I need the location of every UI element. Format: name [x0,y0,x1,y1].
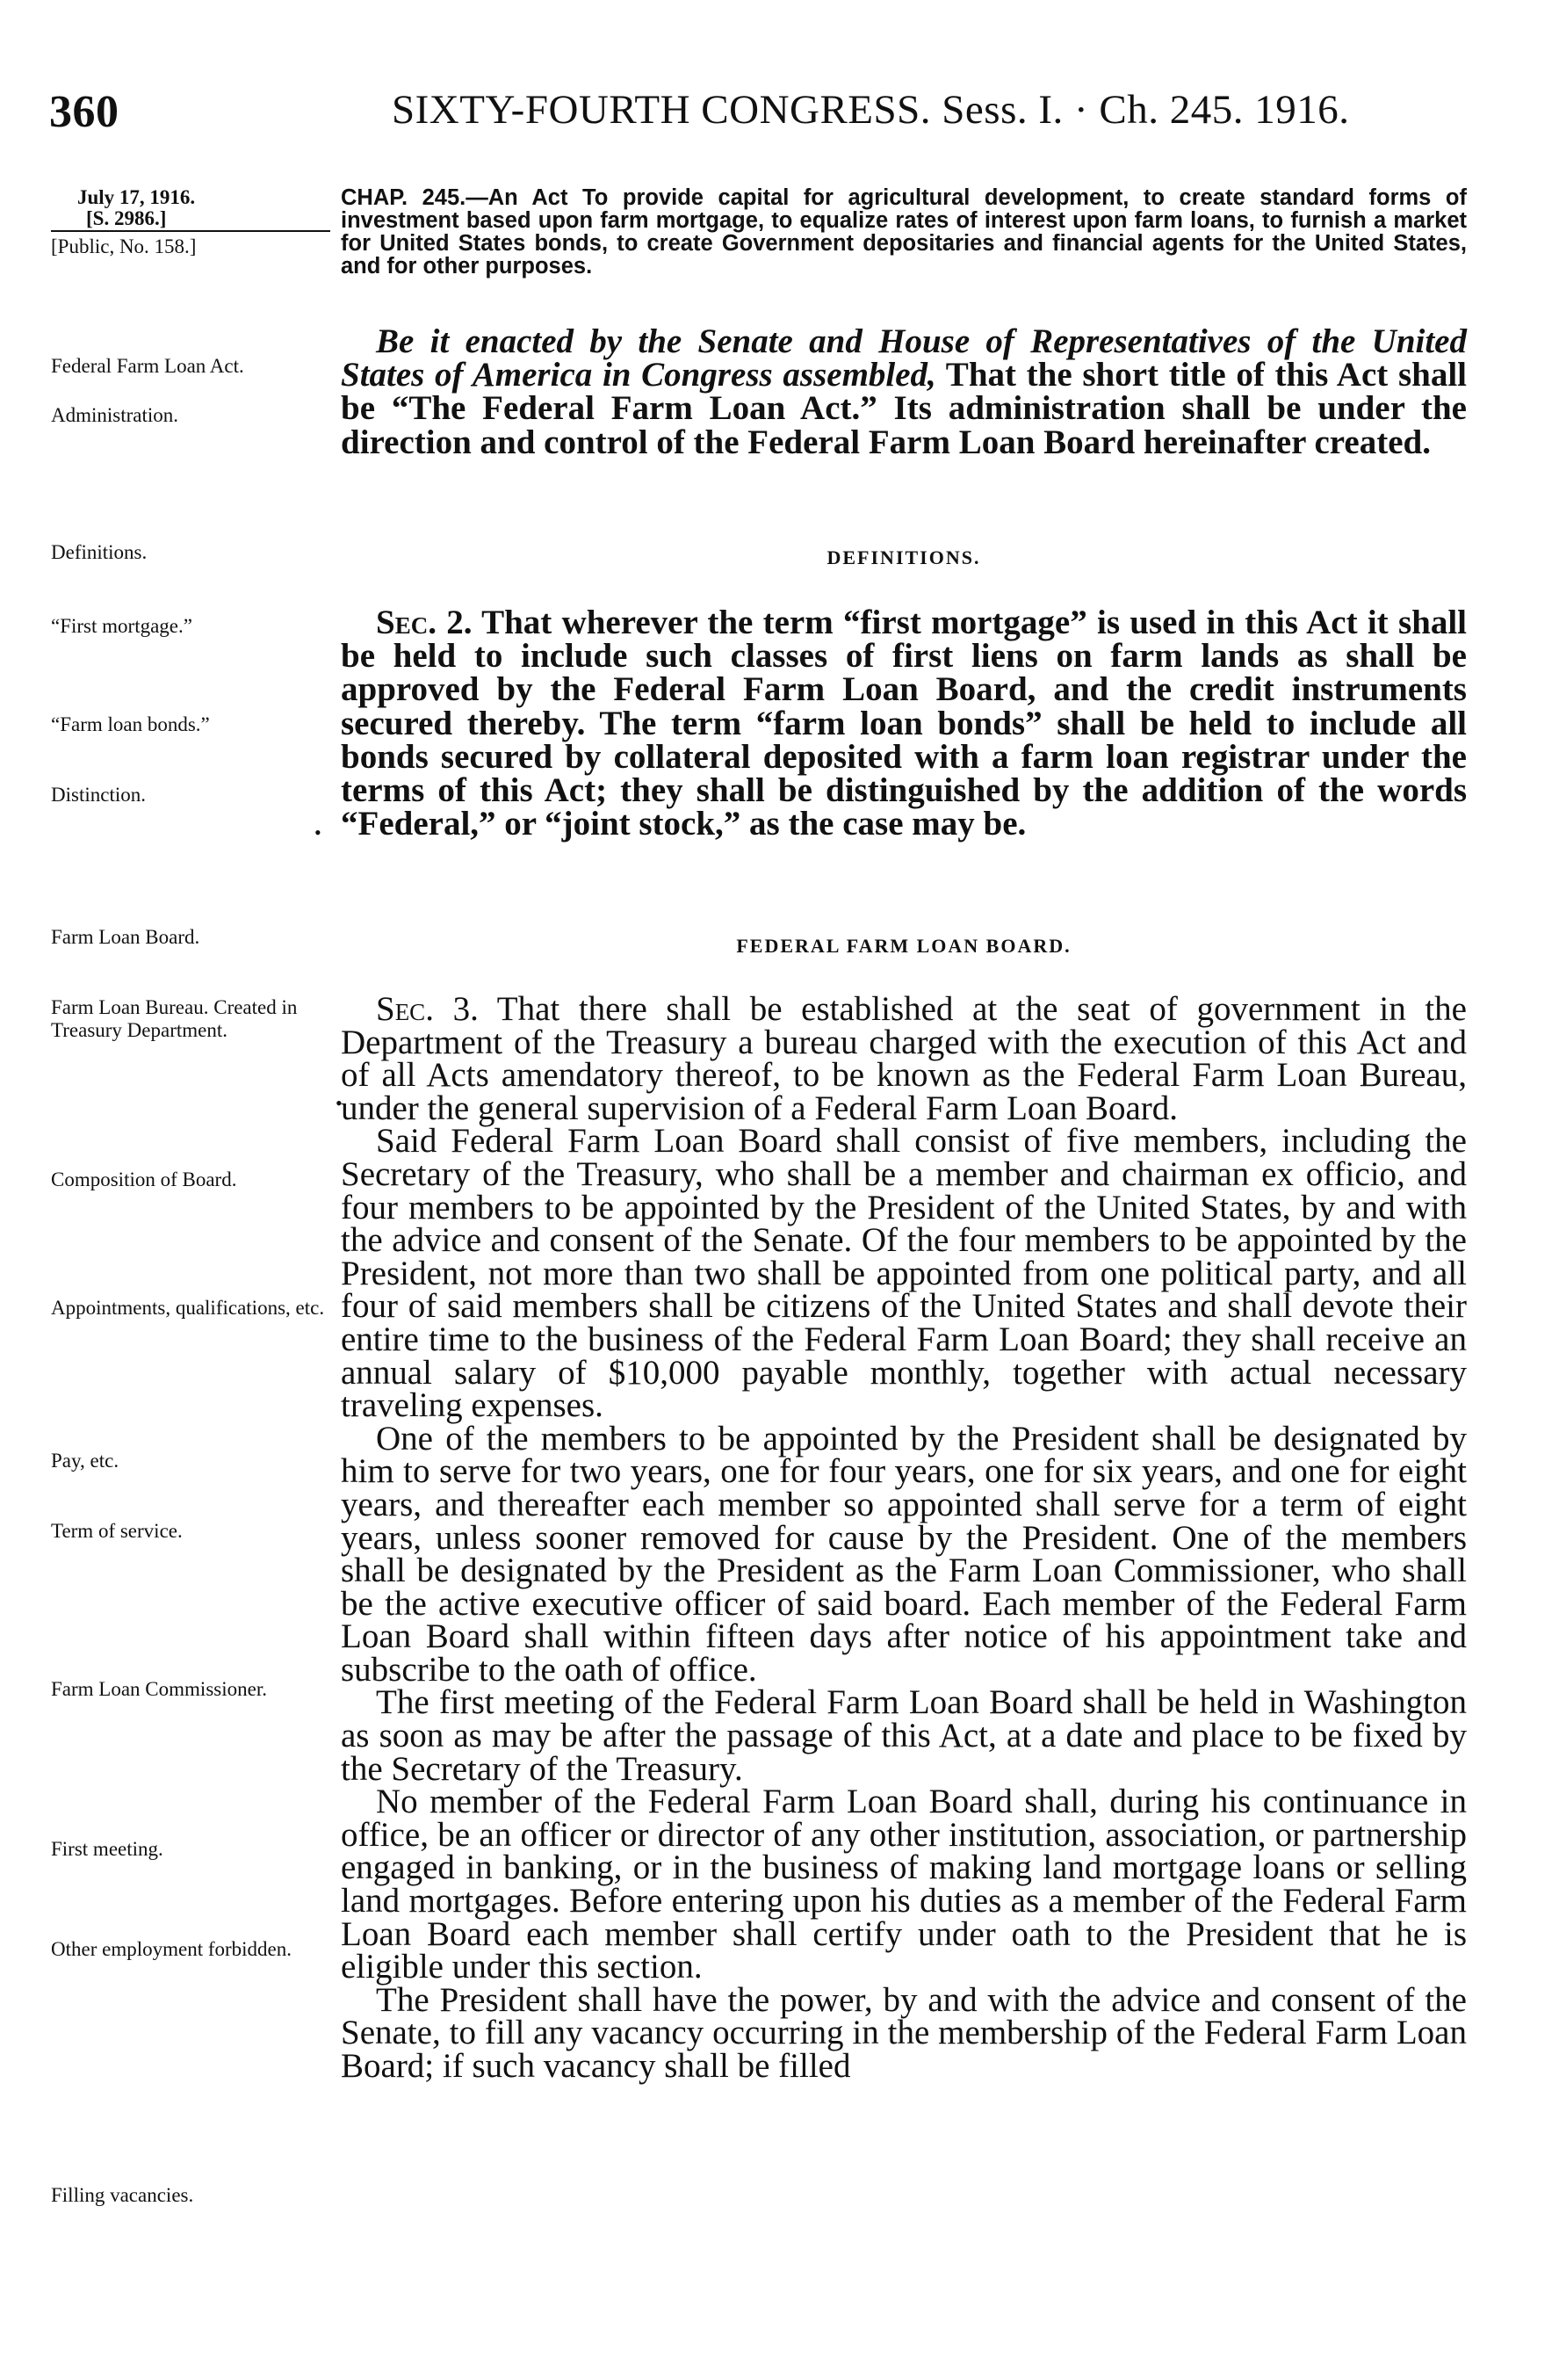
margin-appointments: Appointments, qualifications, etc. [51,1297,325,1319]
enacting-clause [341,322,1467,461]
section-3-p5: No member of the Federal Farm Loan Board shall, during his continuance in office, be an officer or director of any other institution, association, or partnership engaged in banking, or in the business of making land mortgage loans or selling land mortgages. Before entering upon his duties as a member of the Federal Farm Loan Board each member shall certify under oath to the President that he is eligible under this section. [341,1783,1467,1986]
section-3-p3: One of the members to be appointed by the President shall be designated by him to serve for two years, one for four years, one for six years, and one for eight years, and thereafter each member so appointed shall serve for a term of eight years, unless sooner removed for cause by the President. One of the members shall be designated by the President as the Farm Loan Commissioner, who shall be the active executive officer of said board. Each member of the Federal Farm Loan Board shall within fifteen days after notice of his appointment take and subscribe to the oath of office. [341,1419,1467,1689]
print-speck: • [336,1092,343,1114]
chapter-summary: CHAP. 245.—An Act To provide capital for agricultural development, to create standard forms of investment based upon farm mortgage, to equalize rates of interest upon farm loans, to furnish a market for United States bonds, to create Government depositaries and financial agents for the United States, and for other purposes. [341,185,1467,279]
section-2-text: That wherever the term “first mortgage” is used in this Act it shall be held to include such classes of first liens on farm lands as shall be approved by the Federal Farm Loan Board, and the credit instruments secured thereby. The term “farm loan bonds” shall be held to include all bonds secured by collateral deposited with a farm loan registrar under the terms of this Act; they shall be distinguished by the addition of the words “Federal,” or “joint stock,” as the case may be. [341,604,1467,843]
margin-commissioner: Farm Loan Commissioner. [51,1678,267,1700]
margin-public: [Public, No. 158.] [51,235,197,257]
margin-first-mortgage: “First mortgage.” [51,615,192,637]
print-speck: • [314,821,321,843]
enacting-text: That the short title of this Act shall be “The Federal Farm Loan Act.” Its administration shall be under the direction and control of the Federal Farm Loan Board hereinafter created. [341,356,1467,461]
board-heading: FEDERAL FARM LOAN BOARD. [736,935,1072,957]
section-3-p4: The first meeting of the Federal Farm Loan Board shall be held in Washington as soon as may be after the passage of this Act, at a date and place to be fixed by the Secretary of the Treasury. [341,1683,1467,1788]
margin-farm-loan-bonds: “Farm loan bonds.” [51,713,210,735]
section-3-p2: Said Federal Farm Loan Board shall consist of five members, including the Secretary of the Treasury, who shall be a member and chairman ex officio, and four members to be appointed by the President of the United States, by and with the advice and consent of the Senate. Of the four members to be appointed by the President, not more than two shall be appointed from one political party, and all four of said members shall be citizens of the United States and shall devote their entire time to the business of the Federal Farm Loan Board; they shall receive an annual salary of $10,000 payable monthly, together with actual necessary traveling expenses. [341,1122,1467,1425]
margin-bureau: Farm Loan Bureau. Created in Treasury Department. [51,996,298,1041]
margin-bill: [S. 2986.] [86,207,167,229]
enacting-formula: Be it enacted by the Senate and House of Representatives of the United States of America in Congress assembled, [341,322,1467,394]
page-header [49,86,1454,148]
margin-act: Federal Farm Loan Act. [51,355,244,377]
definitions-heading: DEFINITIONS. [826,546,981,568]
section-3-p1: That there shall be established at the seat of government in the Department of the Treasury a bureau charged with the execution of this Act and of all Acts amendatory thereof, to be known as the Federal Farm Loan Bureau, under the general supervision of a Federal Farm Loan Board. [341,990,1467,1127]
section-3-p6: The President shall have the power, by and with the advice and consent of the Senate, to fill any vacancy occurring in the membership of the Federal Farm Loan Board; if such vacancy shall be filled [341,1980,1467,2085]
margin-pay: Pay, etc. [51,1450,119,1472]
margin-composition: Composition of Board. [51,1168,237,1190]
margin-other-employment: Other employment forbidden. [51,1938,292,1960]
margin-term: Term of service. [51,1520,183,1542]
margin-rule [51,230,330,232]
page-number: 360 [49,87,119,137]
margin-farm-loan-board: Farm Loan Board. [51,926,200,948]
margin-definitions: Definitions. [51,541,148,563]
margin-date: July 17, 1916. [77,186,196,208]
section-2 [341,606,1467,841]
margin-filling-vacancies: Filling vacancies. [51,2184,194,2206]
margin-distinction: Distinction. [51,784,146,806]
margin-first-meeting: First meeting. [51,1838,163,1860]
section-2-label: Sec. 2. [376,604,473,641]
margin-administration: Administration. [51,404,179,426]
section-3-label: Sec. 3. [376,990,479,1028]
running-title: SIXTY-FOURTH CONGRESS. Sess. I. · Ch. 245. 1916. [392,87,1350,133]
section-3 [341,990,1467,2085]
